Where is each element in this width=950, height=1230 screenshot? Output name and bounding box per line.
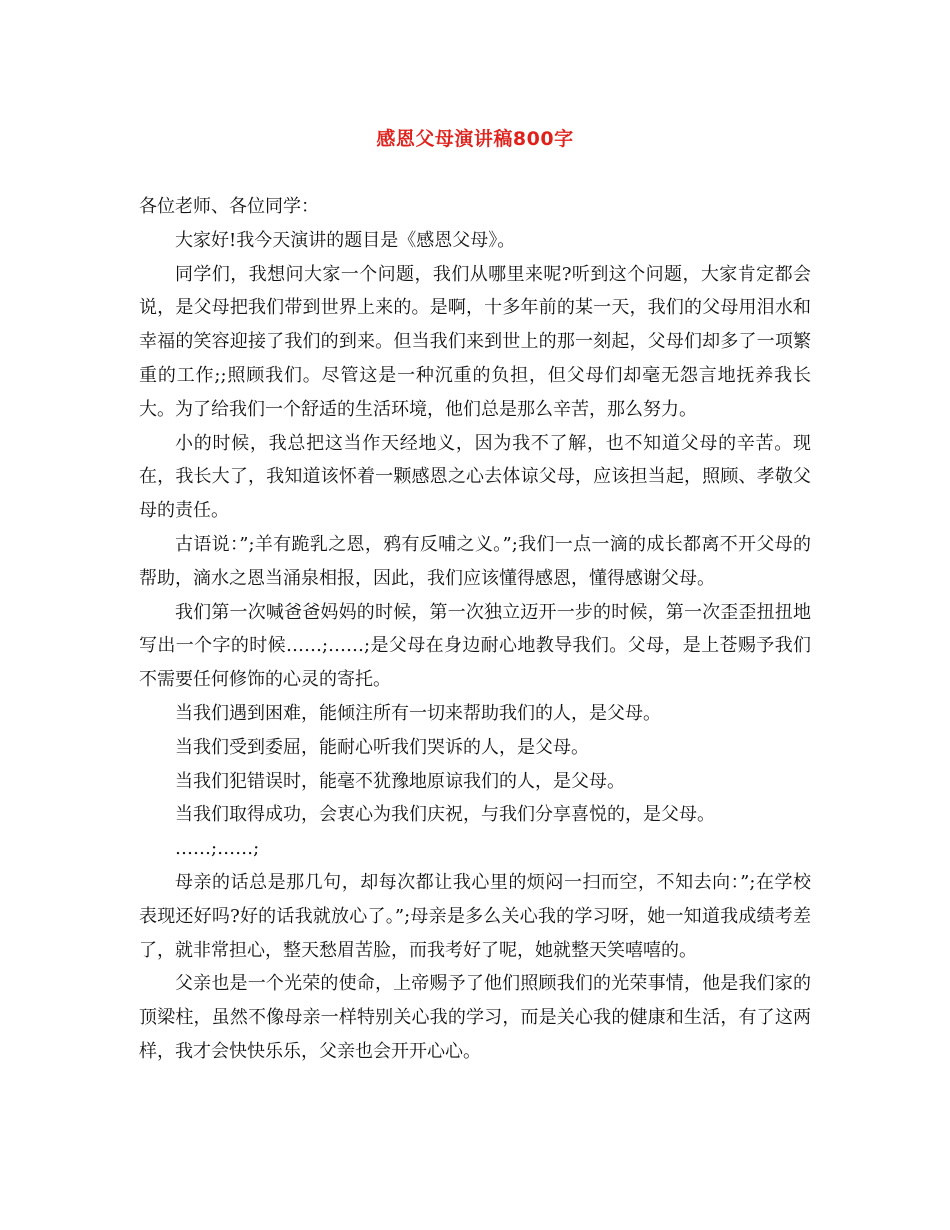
paragraph: 父亲也是一个光荣的使命，上帝赐予了他们照顾我们的光荣事情，他是我们家的顶梁柱，虽然不像母亲一样特别关心我的学习，而是关心我的健康和生活，有了这两样，我才会快快乐乐，父亲也会开开心心。 <box>139 973 811 1062</box>
paragraph: 当我们遇到困难，能倾注所有一切来帮助我们的人，是父母。 <box>175 702 661 724</box>
paragraph: 同学们，我想问大家一个问题，我们从哪里来呢?听到这个问题，大家肯定都会说，是父母把我们带到世界上来的。是啊，十多年前的某一天，我们的父母用泪水和幸福的笑容迎接了我们的到来。但当我们来到世上的那一刻起，父母们却多了一项繁重的工作;;照顾我们。尽管这是一种沉重的负担，但父母们却毫无怨言地抚养我长大。为了给我们一个舒适的生活环境，他们总是那么辛苦，那么努力。 <box>139 263 811 420</box>
paragraph: 我们第一次喊爸爸妈妈的时候，第一次独立迈开一步的时候，第一次歪歪扭扭地写出一个字的时候……;……;是父母在身边耐心地教导我们。父母，是上苍赐予我们不需要任何修饰的心灵的寄托。 <box>139 601 811 691</box>
paragraph-greeting: 大家好!我今天演讲的题目是《感恩父母》。 <box>175 229 516 251</box>
paragraph: 古语说：”;羊有跪乳之恩，鸦有反哺之义。”;我们一点一滴的成长都离不开父母的帮助，滴水之恩当涌泉相报，因此，我们应该懂得感恩，懂得感谢父母。 <box>139 533 811 589</box>
paragraph-ellipsis: ……;……; <box>175 838 260 860</box>
document-title: 感恩父母演讲稿800字 <box>376 128 574 150</box>
paragraph: 母亲的话总是那几句，却每次都让我心里的烦闷一扫而空，不知去向：”;在学校表现还好吗?好的话我就放心了。”;母亲是多么关心我的学习呀，她一知道我成绩考差了，就非常担心，整天愁眉苦脸，而我考好了呢，她就整天笑嘻嘻的。 <box>139 871 811 961</box>
paragraph: 小的时候，我总把这当作天经地义，因为我不了解，也不知道父母的辛苦。现在，我长大了，我知道该怀着一颗感恩之心去体谅父母，应该担当起，照顾、孝敬父母的责任。 <box>139 432 811 522</box>
paragraph: 当我们取得成功，会衷心为我们庆祝，与我们分享喜悦的，是父母。 <box>175 804 715 826</box>
paragraph: 当我们受到委屈，能耐心听我们哭诉的人，是父母。 <box>175 736 589 758</box>
paragraph: 当我们犯错误时，能毫不犹豫地原谅我们的人，是父母。 <box>175 770 625 792</box>
paragraph-salutation: 各位老师、各位同学： <box>139 196 319 217</box>
document-body <box>139 190 811 1069</box>
